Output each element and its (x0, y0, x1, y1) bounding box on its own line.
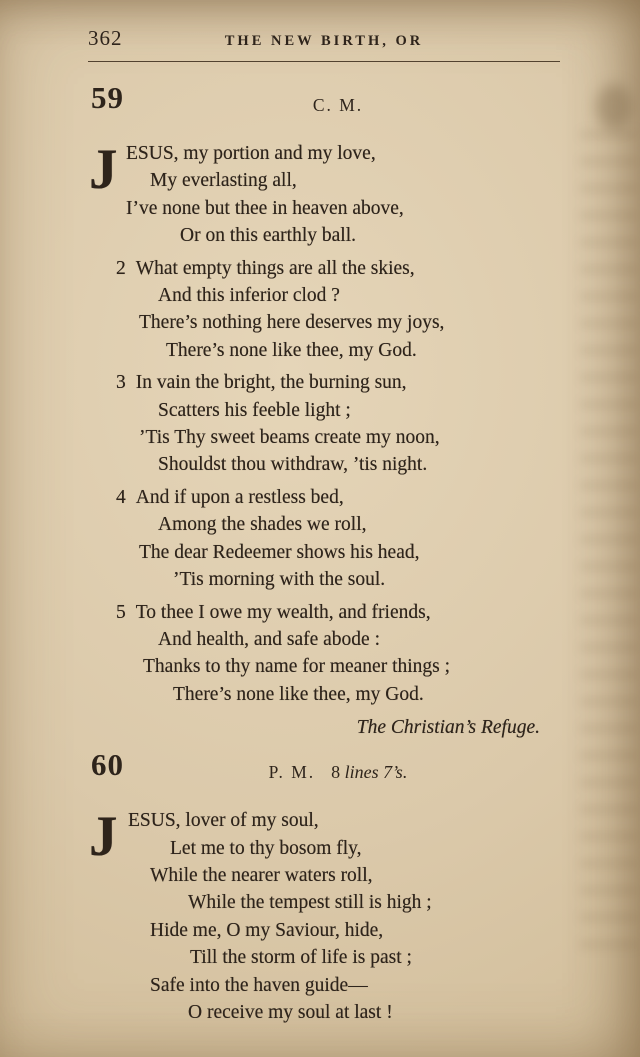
verse-line: And health, and safe abode : (158, 628, 381, 650)
verse-line: Shouldst thou withdraw, ’tis night. (158, 454, 428, 476)
verse-line (88, 484, 560, 511)
hymn-60-heading (88, 747, 560, 793)
verse-line: My everlasting all, (150, 170, 297, 192)
hymn-meter-line (102, 751, 574, 783)
meter-note-number: 8 (331, 762, 341, 783)
verse-line: ’Tis morning with the soul. (173, 569, 386, 591)
page-number: 362 (88, 26, 123, 50)
stanza-number: 2 (116, 257, 126, 279)
header-rule (88, 61, 560, 62)
verse-line: ESUS, my portion and my love, (126, 143, 376, 164)
stanza-4 (88, 484, 560, 594)
stanza-number: 4 (116, 486, 126, 508)
hymn-59 (88, 80, 560, 739)
verse-line: Scatters his feeble light ; (158, 399, 351, 421)
verse-line: ’Tis Thy sweet beams create my noon, (139, 427, 440, 449)
verse-line: And this inferior clod ? (158, 285, 340, 307)
verse-line: The dear Redeemer shows his head, (139, 541, 420, 563)
verse-line: Hide me, O my Saviour, hide, (150, 919, 384, 941)
dropcap-initial: J (89, 805, 118, 869)
hymn-59-heading (88, 80, 560, 126)
stanza-number: 3 (116, 372, 126, 394)
verse-line: Or on this earthly ball. (180, 225, 357, 247)
verse-line: I’ve none but thee in heaven above, (126, 197, 404, 219)
stanza-1 (88, 140, 560, 250)
running-head (88, 26, 560, 54)
hymn-tagline: The Christian’s Refuge. (356, 717, 540, 739)
hymn-60 (88, 747, 560, 1026)
verse-line: There’s none like thee, my God. (173, 683, 424, 705)
verse-line-text: To thee I owe my wealth, and friends, (135, 601, 431, 623)
verse-line (88, 599, 560, 626)
running-title: THE NEW BIRTH, OR (224, 33, 424, 49)
verse-line: Safe into the haven guide— (150, 974, 368, 996)
verse-line: There’s nothing here deserves my joys, (139, 312, 445, 334)
stanza-3 (88, 369, 560, 479)
stanza-1 (88, 807, 560, 1026)
hymn-number: 59 (91, 80, 124, 115)
verse-line: Thanks to thy name for meaner things ; (143, 656, 451, 678)
verse-line-text: In vain the bright, the burning sun, (135, 372, 407, 394)
hymn-meter-line (102, 84, 574, 116)
verse-line: While the nearer waters roll, (150, 864, 373, 886)
verse-line-text: What empty things are all the skies, (135, 257, 415, 279)
hymn-meter-note (331, 762, 407, 783)
verse-line: ESUS, lover of my soul, (128, 810, 319, 832)
verse-line: While the tempest still is high ; (188, 892, 432, 914)
stanza-2 (88, 255, 560, 365)
stanza-5 (88, 599, 560, 709)
verse-line: O receive my soul at last ! (188, 1001, 393, 1023)
hymn-meter: C. M. (312, 95, 364, 115)
verse-line (88, 369, 560, 396)
verse-line: Among the shades we roll, (158, 514, 367, 536)
verse-line: There’s none like thee, my God. (166, 339, 417, 361)
hymn-number: 60 (91, 747, 124, 783)
verse-line (88, 255, 560, 282)
dropcap-initial: J (89, 138, 118, 201)
verse-line: Till the storm of life is past ; (190, 947, 412, 969)
meter-note-text: lines 7’s. (344, 762, 408, 783)
verse-line-text: And if upon a restless bed, (135, 486, 344, 508)
stanza-number: 5 (116, 601, 126, 623)
hymn-meter: P. M. (268, 762, 316, 783)
verse-line: Let me to thy bosom fly, (170, 837, 362, 859)
